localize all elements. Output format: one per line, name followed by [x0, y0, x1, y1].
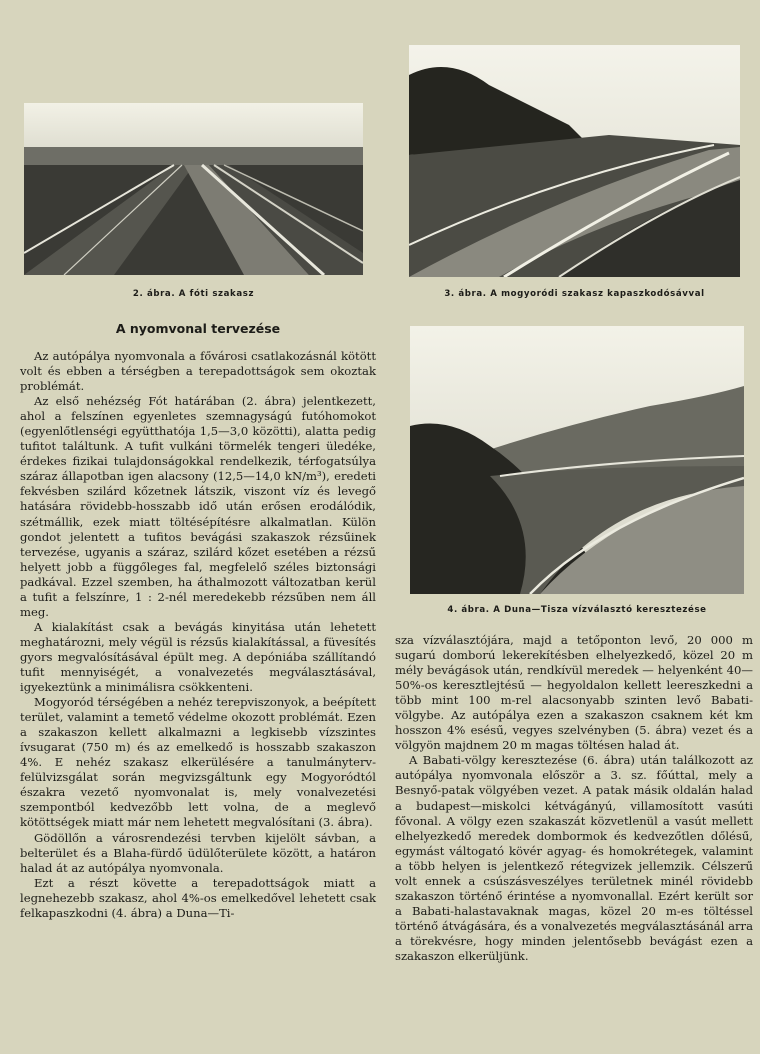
- paragraph: A Babati-völgy keresztezése (6. ábra) után találkozott az autópálya nyomvonala először a 3. sz. főúttal, mely a Besnyő-patak völgyében vezet. A patak másik oldalán halad a budapest—miskolci kétvágányú, villamosított vasúti fővonal. A völgy ezen szakaszát közvetlenül a vasút mellett elhelyezkedő meredek dombormok és kedvezőtlen dőlésű, egymást váltogató kövér agyag- és homokrétegek, valamint a több helyen is jelentkező rétegvizek jellemzik. Célszerű volt ennek a csúszásveszélyes területnek minél rövidebb szakaszon történő érintése a nyomvonallal. Ezért került sor a Babati-halastavaknak magas, közel 20 m-es töltéssel történő átvágására, és a vonalvezetés megválasztásánál arra a törekvésre, hogy minden jelentősebb bevágást ezen a szakaszon elkerüljünk.: [395, 753, 753, 963]
- paragraph: Gödöllőn a városrendezési tervben kijelölt sávban, a belterület és a Blaha-fürdő üdülőterülete között, a határon halad át az autópálya nyomvonala.: [20, 830, 376, 875]
- paragraph: Mogyoród térségében a nehéz terepviszonyok, a beépített terület, valamint a temető védelme okozott problémát. Ezen a szakaszon kellett alkalmazni a legkisebb vízszintes ívsugarat (750 m) és az emelkedő is hosszabb szakaszon 4%. E nehéz szakasz elkerülésére a tanulmányterv-felülvizsgálat során megvizsgáltunk egy Mogyoródtól északra vezető nyomvonalat is, mely vonalvezetési szempontból kedvezőbb lett volna, de a meglevő kötöttségek miatt már nem lehetett megvalósítani (3. ábra).: [20, 695, 376, 830]
- figure-3-photo: [409, 45, 740, 277]
- paragraph: Az autópálya nyomvonala a fővárosi csatlakozásnál kötött volt és ebben a térségben a terepadottságok sem okoztak problémát.: [20, 349, 376, 394]
- figure-4-caption: 4. ábra. A Duna—Tisza vízválasztó keresztezése: [447, 605, 707, 615]
- figure-3-caption: 3. ábra. A mogyoródi szakasz kapaszkodósávval: [444, 289, 705, 299]
- paragraph: sza vízválasztójára, majd a tetőponton levő, 20 000 m sugarú domború lekerekítésben elhelyezkedő, közel 20 m mély bevágások után, rendkívül meredek — helyenként 40—50%-os keresztlejtésű — hegyoldalon kellett leereszkedni a több mint 100 m-rel alacsonyabb szinten levő Babati-völgybe. Az autópálya ezen a szakaszon csaknem két km hosszon 4% esésű, vegyes szelvényben (5. ábra) vezet és a völgyön majdnem 20 m magas töltésen halad át.: [395, 633, 753, 753]
- figure-2-caption: 2. ábra. A fóti szakasz: [132, 289, 255, 299]
- figure-2-photo: [24, 103, 363, 275]
- paragraph: Ezt a részt követte a terepadottságok miatt a legnehezebb szakasz, ahol 4%-os emelkedővel lehetett csak felkapaszkodni (4. ábra) a Duna—Ti-: [20, 875, 376, 920]
- left-text-column: [20, 349, 376, 921]
- paragraph: A kialakítást csak a bevágás kinyitása után lehetett meghatározni, mely végül is rézsűs kialakítással, a füvesítés gyors megvalósításával épült meg. A depóniába szállítandó tufit mennyiségét, a vonalvezetés megválasztásával, igyekeztünk a minimálisra csökkenteni.: [20, 619, 376, 695]
- right-text-column: [395, 633, 753, 964]
- section-heading: A nyomvonal tervezése: [115, 321, 281, 336]
- paragraph: Az első nehézség Fót határában (2. ábra) jelentkezett, ahol a felszínen egyenletes szemnagyságú futóhomokot (egyenlőtlenségi együtthatója 1,5—3,0 közötti), alatta pedig tufitot találtunk. A tufit vulkáni törmelék tengeri üledéke, érdekes fizikai tulajdonságokkal rendelkezik, térfogatsúlya száraz állapotban igen alacsony (12,5—14,0 kN/m³), eredeti fekvésben szilárd kőzetnek látszik, viszont víz és levegő hatására rövidebb-hosszabb idő után erősen erodálódik, szétmállik, ezek miatt töltésépítésre alkalmatlan. Külön gondot jelentett a tufitos bevágási szakaszok rézsűinek tervezése, ugyanis a száraz, szilárd kőzet esetében a rézsű helyett jobb a függőleges fal, megfelelő széles biztonsági padkával. Ezzel szemben, ha áthalmozott változatban kerül a tufit a felszínre, 1 : 2-nél meredekebb rézsűben nem áll meg.: [20, 394, 376, 619]
- figure-4-photo: [410, 326, 744, 594]
